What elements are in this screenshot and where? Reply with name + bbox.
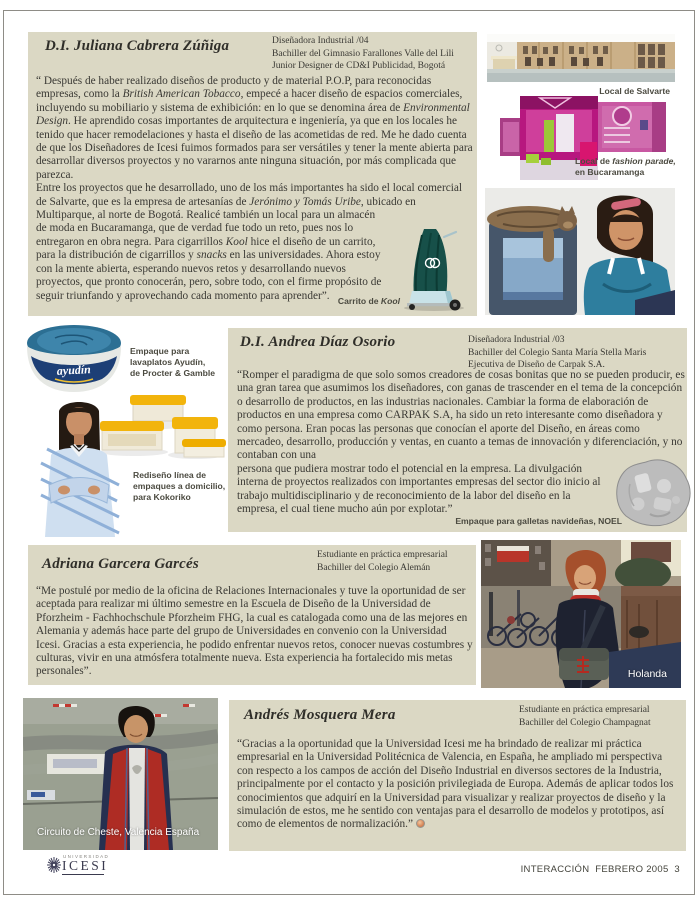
woman-portrait-illustration [37,397,122,537]
icesi-sun-icon [47,857,61,873]
quote-text-wrap: persona que pudiera mostrar todo el potencial en la empresa. La divulgación interna de proyectos realizados con importantes empresas del sector dio inicio al trabajo multidisciplinario y de reconocimiento de la labor del diseño en la empresa, el cual tiene mucho aún por explotar.” [237,462,601,516]
caption-holanda: Holanda [627,668,667,680]
credential-line: Estudiante en práctica empresarial [519,705,650,715]
issue-page-number: INTERACCIÓN FEBRERO 2005 3 [520,864,680,875]
credential-line: Estudiante en práctica empresarial [317,550,448,560]
quote-text-main: “ Después de haber realizado diseños de producto y de material P.O.P, para reconocidas empresas, como la British American Tobacco, empecé a hacer diseño de espacios comerciales, incluyendo su mobiliario y sistema de exhibición: en lo que se denomina área de Environmental Design. He aprendido cosas importantes de arquitectura e ingeniería, ya que en los locales he tenido que hacer remodelaciones y hasta el diseño de las acometidas de red. Me he dado cuenta de que los Diseñadores de Icesi fuimos formados para ser versátiles y tener la mente abierta para desarrollar diversos proyectos y no vararnos ante ninguna situación, por más complicada que parezca. Entre los proyectos que he desarrollado, uno de los más importantes ha sido el local comercial de Salvarte, que es la empresa de artesanías de Jerónimo y Tomás Uribe, ubicado en Multiparque, al norte de Bogotá. Realicé también un local para un almacén [36,75,473,222]
university-label: UNIVERSIDAD [63,854,110,859]
holanda-photo [481,540,681,688]
profile-name-adriana: Adriana Garcera Garcés [42,556,199,572]
designer-with-cat-photo [485,188,675,315]
store-interior-illustration [487,34,675,82]
caption-line: lavaplatos Ayudín, [130,357,206,367]
profile-credentials-juliana [272,35,454,73]
profile-panel-andres [229,700,686,851]
cheste-circuit-photo [23,698,218,850]
woman-cat-monitor-illustration [485,188,675,315]
credential-line: Junior Designer de CD&I Publicidad, Bogotá [272,61,446,71]
noel-tray-photo [610,458,697,528]
profile-panel-adriana [28,545,476,685]
quote-text-main: “Romper el paradigma de que solo somos creadores de cosas bonitas que no se pueden producir, es una gran tarea que asumimos los diseñadores, con ganas de trascender en el tema de la concepción o desarrollo de productos, en las industrias nacionales. Cambiar la forma de elaboración de productos en una empresa como CARPAK S.A, ha sido un reto interesante como diseñadora y como persona. Eran pocas las personas que conocían el aporte del Diseño, en áreas como mercadeo, desarrollo, producción y ventas, en cuanto a temas de innovación y diferenciación, y no contaban con una [237,369,685,462]
profile-name-juliana: D.I. Juliana Cabrera Zúñiga [45,38,230,54]
university-name: ICESI [62,858,109,873]
cookie-tray-illustration [610,458,697,528]
profile-credentials-adriana [317,549,448,574]
caption-line: empaques a domicilio, [133,481,226,491]
article-end-icon [416,819,425,828]
credential-line: Ejecutiva de Diseño de Carpak S.A. [468,360,605,370]
salvarte-store-photo [487,34,675,82]
caption-kool-cart: Carrito de Kool [337,296,400,306]
credential-line: Bachiller del Gimnasio Farallones Valle del Lili [272,48,454,59]
logo-underline [62,874,104,875]
ayudin-brand-label: ayudín [56,362,92,378]
caption-line: de Procter & Gamble [130,368,216,378]
credential-line: Diseñadora Industrial /03 [468,335,565,345]
quote-text: “Me postulé por medio de la oficina de Relaciones Internacionales y tuve la oportunidad de ser aceptada para realizar mi último semestre en la Escuela de Diseño de la Universidad de Pforzheim - Fachhochschule Pforzheim FHG, la cual es catalogada como una de las mejores en Alemania y además hace parte del grupo de Universidades en convenio con la Universidad Icesi. Gracias a esta experiencia, he podido enfrentar nuevos retos, conocer nuevas costumbres y culturas, vivir en una atmósfera totalmente nueva. Esta experiencia ha fortalecido mis metas personales”. [36,585,473,678]
caption-kokoriko [133,470,225,503]
amsterdam-street-illustration [481,540,681,688]
caption-ayudin [130,346,215,379]
kool-cart-photo [398,227,470,311]
caption-line: para Kokoriko [133,492,191,502]
credential-line: Bachiller del Colegio Champagnat [519,717,651,728]
quote-text: “Gracias a la oportunidad que la Universidad Icesi me ha brindado de realizar mi práctica empresarial en la Universidad Politécnica de Valencia, en España, he ampliado mi perspectiva con respecto a los campos de acción del Diseño Industrial en diversos sectores de la Industria, principalmente por el contacto y la posición privilegiada de Europa. Además de aplicar todos los conocimientos que adquirí en la Universidad para visualizar y realizar proyectos de diseño y la simulación de estos, me he sentido con ventajas para el desarrollo de modelos y prototipos, así como de elementos de normalización.” [237,738,674,831]
profile-quote-andres [237,738,681,848]
credential-line: Bachiller del Colegio Alemán [317,562,431,573]
credential-line: Bachiller del Colegio Santa María Stella Maris [468,347,647,358]
ayudin-pack-photo [25,322,123,394]
andrea-portrait-photo [37,397,122,537]
profile-quote-adriana [36,585,473,681]
icesi-logo [47,853,157,879]
profile-name-andrea: D.I. Andrea Díaz Osorio [240,334,396,350]
caption-line: Rediseño línea de [133,470,207,480]
ayudin-tub-illustration [25,322,123,394]
profile-name-andres: Andrés Mosquera Mera [244,707,396,723]
quote-text-wrap: de moda en Bucaramanga, que de verdad fue todo un reto, pues nos lo entregaron en obra negra. Para cigarrillos Kool hice el diseño de un carrito, para la distribución de cigarrillos y snacks en las universidades. Ahora estoy con la mente abierta, esperando nuevos retos y desarrollando nuevos proyectos, que pronto conocerán, pero, sobre todo, con el firme propósito de seguir triunfando y aprovechando cada momento para aprender”. [36,222,382,302]
caption-fashion-parade: Local de fashion parade, en Bucaramanga [575,156,676,177]
caption-salvarte: Local de Salvarte [599,86,670,96]
credential-line: Diseñadora Industrial /04 [272,36,369,46]
caption-line: Empaque para [130,346,190,356]
caption-cheste: Circuito de Cheste, Valencia España [37,827,200,838]
profile-credentials-andres [519,704,651,729]
kool-cart-illustration [398,227,470,311]
caption-noel: Empaque para galletas navideñas, NOEL [455,516,622,526]
profile-credentials-andrea [468,334,646,372]
